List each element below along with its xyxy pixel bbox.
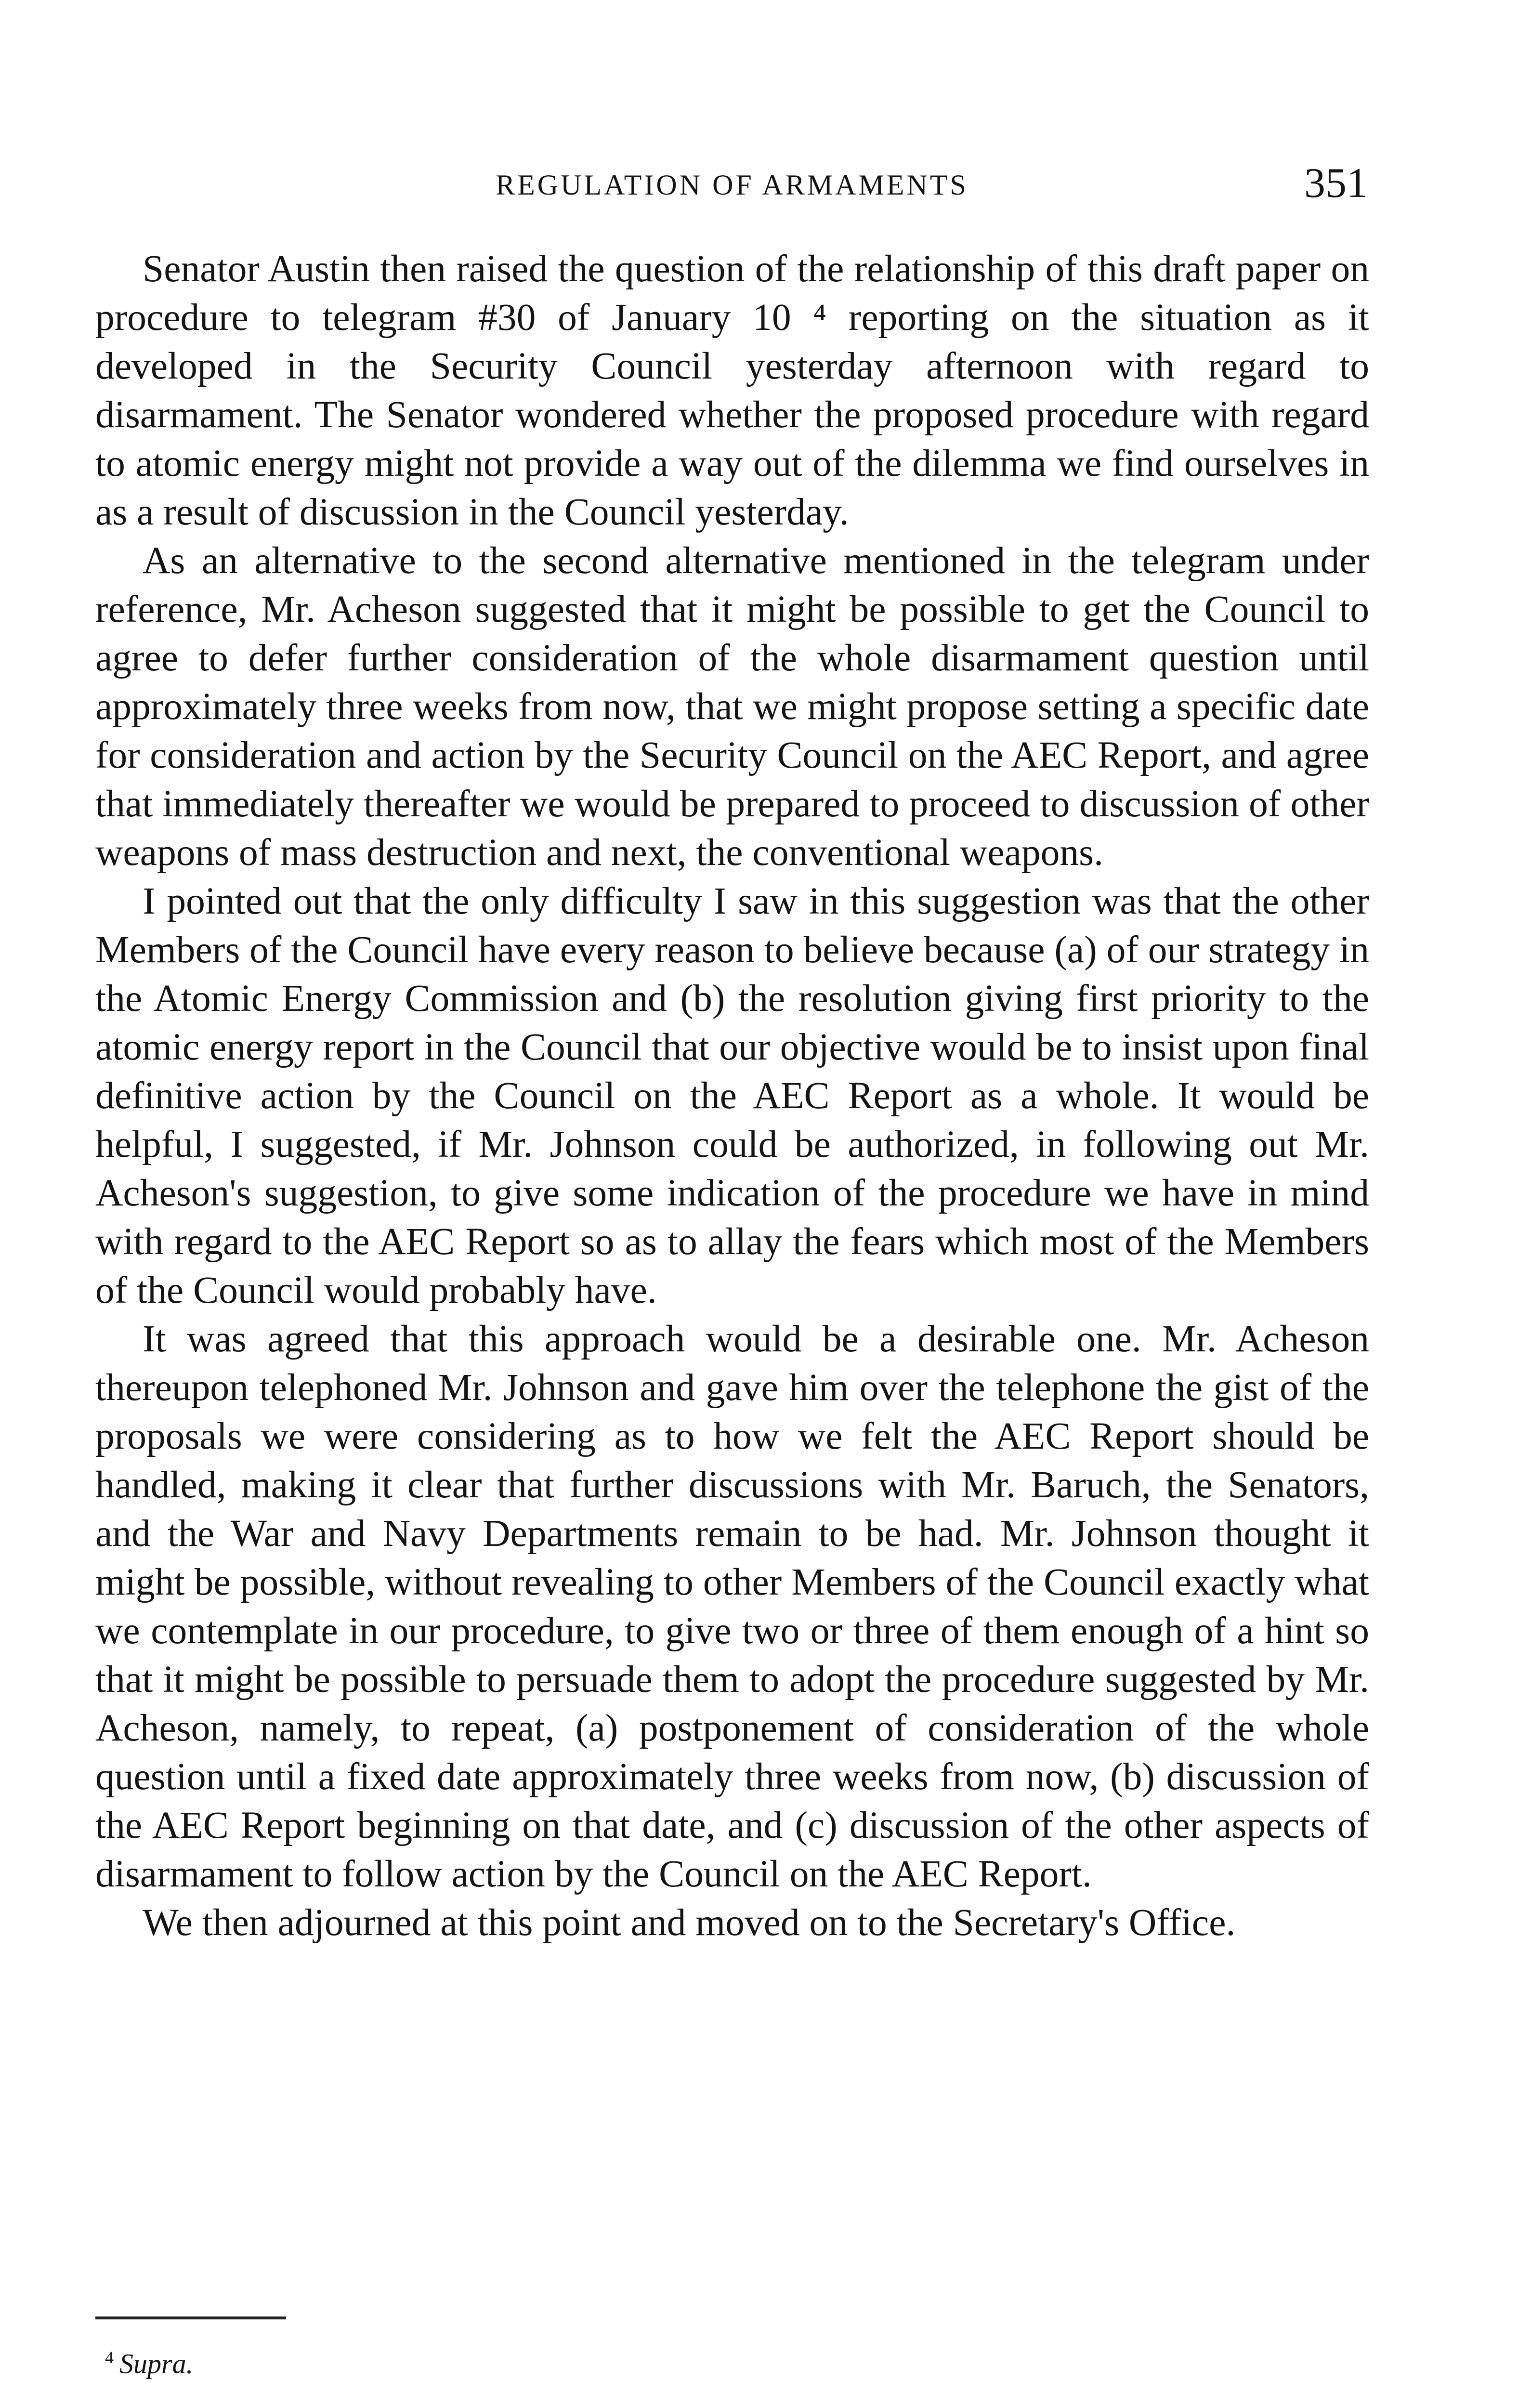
running-header: [96, 159, 1368, 217]
footnote-marker: 4: [105, 2348, 114, 2367]
footnote: [95, 2341, 193, 2381]
paragraph: It was agreed that this approach would be a desirable one. Mr. Acheson thereupon telephoned Mr. Johnson and gave him over the telephone the gist of the proposals we were considering as to how we felt the AEC Report should be handled, making it clear that further discussions with Mr. Baruch, the Senators, and the War and Navy Departments remain to be had. Mr. Johnson thought it might be possible, without revealing to other Members of the Council exactly what we contemplate in our procedure, to give two or three of them enough of a hint so that it might be possible to persuade them to adopt the procedure suggested by Mr. Acheson, namely, to repeat, (a) postponement of consideration of the whole question until a fixed date approximately three weeks from now, (b) discussion of the AEC Report beginning on that date, and (c) discussion of the other aspects of disarmament to follow action by the Council on the AEC Report.: [95, 1318, 1369, 1895]
page-number: 351: [1304, 160, 1368, 207]
footnote-text: Supra.: [119, 2348, 194, 2380]
paragraph: Senator Austin then raised the question of the relationship of this draft paper on procedure to telegram #30 of January 10 ⁴ reporting on the situation as it developed in the Security Council yesterday afternoon with regard to disarmament. The Senator wondered whether the proposed procedure with regard to atomic energy might not provide a way out of the dilemma we find ourselves in as a result of discussion in the Council yesterday.: [95, 248, 1369, 533]
paragraph: I pointed out that the only difficulty I saw in this suggestion was that the other Members of the Council have every reason to believe because (a) of our strategy in the Atomic Energy Commission and (b) the resolution giving first priority to the atomic energy report in the Council that our objective would be to insist upon final definitive action by the Council on the AEC Report as a whole. It would be helpful, I suggested, if Mr. Johnson could be authorized, in following out Mr. Acheson's suggestion, to give some indication of the procedure we have in mind with regard to the AEC Report so as to allay the fears which most of the Members of the Council would probably have.: [95, 880, 1369, 1311]
footnote-divider: [95, 2316, 286, 2319]
paragraph: We then adjourned at this point and moved on to the Secretary's Office.: [143, 1901, 1236, 1944]
running-title: REGULATION OF ARMAMENTS: [496, 169, 968, 201]
paragraph: As an alternative to the second alternative mentioned in the telegram under reference, Mr. Acheson suggested that it might be possible to get the Council to agree to defer further consideration of the whole disarmament question until approximately three weeks from now, that we might propose setting a specific date for consideration and action by the Security Council on the AEC Report, and agree that immediately thereafter we would be prepared to proceed to discussion of other weapons of mass destruction and next, the conventional weapons.: [95, 539, 1369, 874]
body-text: [95, 245, 1369, 1947]
